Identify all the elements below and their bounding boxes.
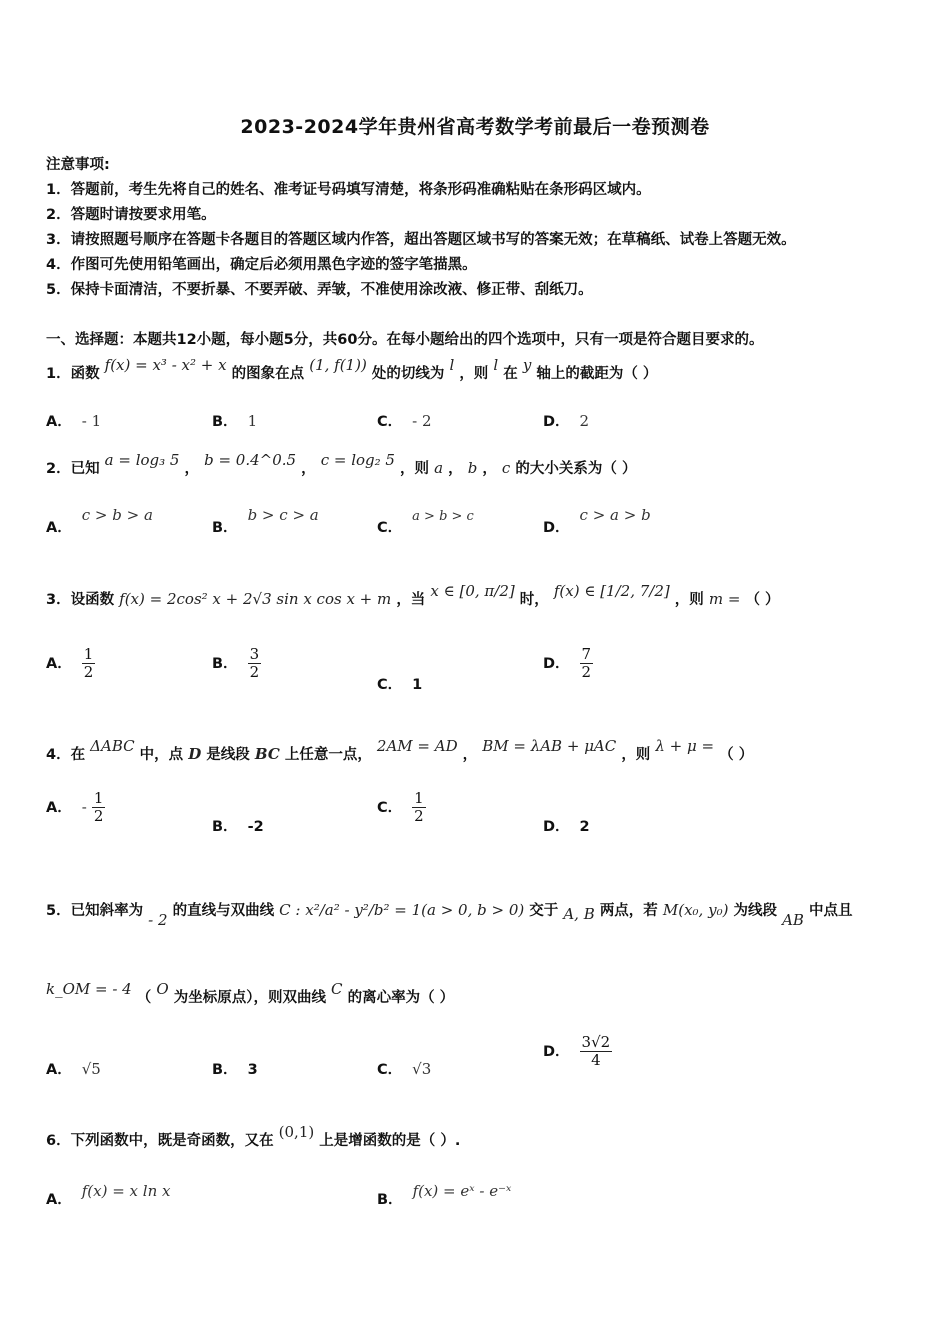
q6-option-b: B． f(x) = eˣ - e⁻ˣ bbox=[377, 1182, 512, 1208]
q4-text: ，则 bbox=[621, 747, 651, 763]
q4-text: 中，点 bbox=[139, 747, 184, 763]
q1-text: 的图象在点 bbox=[231, 366, 305, 382]
question-6 bbox=[46, 1123, 461, 1150]
q1-option-a: A． - 1 bbox=[46, 412, 102, 430]
q1-option-b: B． 1 bbox=[212, 412, 258, 430]
q1-math: (1, f(1)) bbox=[309, 356, 367, 374]
q4-var: D bbox=[188, 745, 202, 763]
q4-text: （ ） bbox=[719, 747, 754, 763]
q1-text: 在 bbox=[503, 366, 518, 382]
q3-math: f(x) = 2cos² x + 2√3 sin x cos x + m bbox=[119, 590, 392, 608]
q2-math: c = log₂ 5 bbox=[320, 451, 395, 469]
q1-text: 处的切线为 bbox=[371, 366, 445, 382]
notice-item: 1．答题前，考生先将自己的姓名、准考证号码填写清楚，将条形码准确粘贴在条形码区域内。 bbox=[46, 182, 651, 198]
q5-text: 交于 bbox=[529, 903, 559, 919]
q5-text: 两点，若 bbox=[599, 903, 658, 919]
q5-math: C : x²/a² - y²/b² = 1(a > 0, b > 0) bbox=[279, 901, 525, 919]
q2-text: 的大小关系为（ ） bbox=[515, 461, 637, 477]
q4-text: 是线段 bbox=[206, 747, 250, 763]
q5-math: M(x₀, y₀) bbox=[662, 901, 729, 919]
notice-item: 4．作图可先使用铅笔画出，确定后必须用黑色字迹的签字笔描黑。 bbox=[46, 257, 477, 273]
q2-option-b: B．b > c > a bbox=[212, 506, 319, 536]
q5-option-b: B． 3 bbox=[212, 1062, 258, 1078]
q4-option-b: B． -2 bbox=[212, 819, 264, 835]
notice-item: 3．请按照题号顺序在答题卡各题目的答题区域内作答，超出答题区域书写的答案无效；在草稿纸、试卷上答题无效。 bbox=[46, 232, 796, 248]
q5-option-c: C． √3 bbox=[377, 1060, 432, 1078]
q4-math: BM = λAB + μAC bbox=[482, 737, 617, 755]
q2-text: ， bbox=[448, 461, 463, 477]
q3-text: ，当 bbox=[396, 592, 426, 608]
q4-text: 4．在 bbox=[46, 747, 86, 763]
q2-math: a = log₃ 5 bbox=[104, 451, 180, 469]
q5-text: 中点且 bbox=[808, 903, 853, 919]
q2-text: 2．已知 bbox=[46, 461, 100, 477]
q2-text: ，则 bbox=[400, 461, 430, 477]
q6-math: (0,1) bbox=[278, 1123, 315, 1141]
question-2 bbox=[46, 451, 637, 478]
q5-text: （ bbox=[136, 990, 152, 1006]
q3-text: （ ） bbox=[745, 592, 780, 608]
q5-math: AB bbox=[782, 911, 804, 929]
q4-math: 2AM = AD bbox=[376, 737, 458, 755]
q5-math: k_OM = - 4 bbox=[46, 980, 132, 998]
q1-text: ，则 bbox=[459, 366, 489, 382]
q6-option-a: A． f(x) = x ln x bbox=[46, 1182, 171, 1208]
section-heading: 一、选择题：本题共12小题，每小题5分，共60分。在每小题给出的四个选项中，只有一项是符合题目要求的。 bbox=[46, 332, 764, 348]
q3-math: x ∈ [0, π/2] bbox=[430, 582, 515, 600]
question-5-continued bbox=[46, 980, 455, 1007]
q4-option-a: A． - $\frac{1}{2}$ bbox=[46, 789, 104, 826]
q3-text: ，则 bbox=[674, 592, 704, 608]
q2-var: a bbox=[434, 459, 444, 477]
q3-option-a: A． $\frac{1}{2}$ bbox=[46, 645, 94, 682]
q5-math: A, B bbox=[563, 905, 595, 923]
q2-option-c: C．a > b > c bbox=[377, 509, 474, 536]
q3-text: 3．设函数 bbox=[46, 592, 115, 608]
q2-text: ， bbox=[301, 461, 316, 477]
q4-var: BC bbox=[254, 745, 280, 763]
q1-math: f(x) = x³ - x² + x bbox=[104, 356, 227, 374]
q1-text: 1．函数 bbox=[46, 366, 100, 382]
q3-math: f(x) ∈ [1/2, 7/2] bbox=[553, 582, 670, 600]
q2-text: ， bbox=[184, 461, 200, 477]
q5-math: O bbox=[156, 980, 169, 998]
exam-title: 2023-2024学年贵州省高考数学考前最后一卷预测卷 bbox=[240, 116, 710, 138]
q6-text: 6．下列函数中，既是奇函数，又在 bbox=[46, 1133, 274, 1149]
q5-text: 为坐标原点），则双曲线 bbox=[173, 990, 326, 1006]
q5-text: 的直线与双曲线 bbox=[172, 903, 275, 919]
q4-math: λ + μ = bbox=[655, 737, 715, 755]
q1-text: 轴上的截距为（ ） bbox=[536, 366, 658, 382]
q4-text: 上任意一点， bbox=[284, 747, 372, 763]
q1-math: y bbox=[522, 356, 532, 374]
q3-math: m = bbox=[708, 590, 741, 608]
q5-text: 的离心率为（ ） bbox=[347, 990, 455, 1006]
q1-math: l bbox=[449, 356, 455, 374]
q5-option-d: D． $\frac{3√2}{4}$ bbox=[543, 1033, 611, 1070]
notice-heading: 注意事项: bbox=[46, 157, 110, 173]
q5-text: 5．已知斜率为 bbox=[46, 903, 144, 919]
q2-var: c bbox=[501, 459, 511, 477]
q1-option-d: D． 2 bbox=[543, 412, 590, 430]
q6-text: 上是增函数的是（ ）. bbox=[319, 1133, 461, 1149]
q1-option-c: C． - 2 bbox=[377, 412, 432, 430]
q2-option-d: D．c > a > b bbox=[543, 506, 651, 536]
q2-option-a: A．c > b > a bbox=[46, 506, 153, 536]
question-5 bbox=[46, 899, 853, 929]
q2-math: b = 0.4^0.5 bbox=[204, 451, 297, 469]
question-4 bbox=[46, 737, 754, 764]
q5-option-a: A． √5 bbox=[46, 1060, 101, 1078]
q2-var: b bbox=[467, 459, 478, 477]
notice-item: 5．保持卡面清洁，不要折暴、不要弄破、弄皱，不准使用涂改液、修正带、刮纸刀。 bbox=[46, 282, 593, 298]
q5-text: 为线段 bbox=[733, 903, 777, 919]
q4-option-c: C． $\frac{1}{2}$ bbox=[377, 789, 424, 826]
q2-text: ， bbox=[482, 461, 497, 477]
notice-item: 2．答题时请按要求用笔。 bbox=[46, 207, 216, 223]
q3-text: 时， bbox=[519, 592, 549, 608]
q5-math: - 2 bbox=[148, 911, 168, 929]
question-3 bbox=[46, 582, 780, 609]
q3-option-d: D． $\frac{7}{2}$ bbox=[543, 645, 592, 682]
q4-option-d: D． 2 bbox=[543, 819, 590, 835]
q4-math: ΔABC bbox=[90, 737, 135, 755]
q4-text: ， bbox=[462, 747, 478, 763]
question-1 bbox=[46, 356, 658, 383]
q3-option-c: C． 1 bbox=[377, 677, 423, 693]
q3-option-b: B． $\frac{3}{2}$ bbox=[212, 645, 260, 682]
q5-math: C bbox=[331, 980, 343, 998]
q1-math: l bbox=[493, 356, 499, 374]
